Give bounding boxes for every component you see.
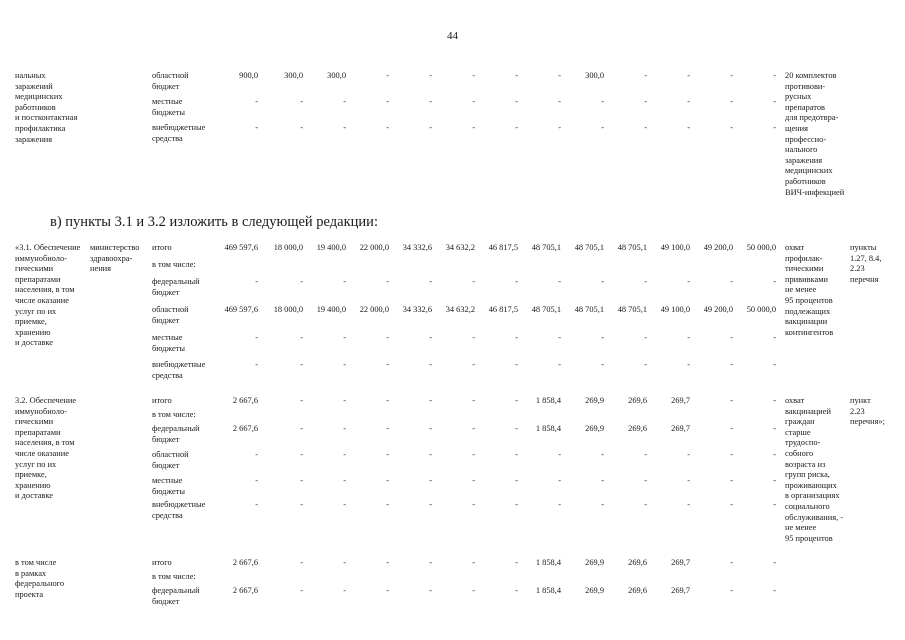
year-value: - bbox=[730, 450, 733, 459]
year-value: - bbox=[300, 333, 303, 342]
year-value: 48 705,1 bbox=[574, 243, 604, 252]
year-value: - bbox=[687, 476, 690, 485]
year-value: - bbox=[644, 123, 647, 132]
year-value: - bbox=[343, 450, 346, 459]
indicator-link-line: перечня»; bbox=[850, 417, 885, 427]
year-value: - bbox=[730, 277, 733, 286]
year-value: - bbox=[730, 500, 733, 509]
year-value: - bbox=[558, 360, 561, 369]
year-value: 269,7 bbox=[671, 424, 690, 433]
total-value: 2 667,6 bbox=[232, 558, 258, 567]
year-value: 49 200,0 bbox=[703, 305, 733, 314]
year-value: 22 000,0 bbox=[359, 243, 389, 252]
year-value: - bbox=[730, 360, 733, 369]
year-value: - bbox=[644, 450, 647, 459]
funding-source-label: итого bbox=[152, 558, 172, 567]
year-value: - bbox=[773, 450, 776, 459]
result-indicator-line: обслуживания, - bbox=[785, 512, 844, 522]
year-value: 19 400,0 bbox=[316, 305, 346, 314]
year-value: - bbox=[343, 123, 346, 132]
funding-source-label: итого bbox=[152, 243, 172, 252]
year-value: 48 705,1 bbox=[617, 305, 647, 314]
responsible-executor-line: здравоохра- bbox=[90, 253, 133, 263]
year-value: 269,7 bbox=[671, 558, 690, 567]
responsible-executor-line: нения bbox=[90, 264, 112, 274]
activity-name-line: заражения bbox=[15, 134, 53, 144]
year-value: - bbox=[773, 476, 776, 485]
activity-name-line: 3.2. Обеспечение bbox=[15, 396, 77, 405]
year-value: - bbox=[601, 476, 604, 485]
funding-source-label: в том числе: bbox=[152, 260, 196, 269]
year-value: - bbox=[773, 360, 776, 369]
year-value: - bbox=[687, 500, 690, 509]
year-value: 1 858,4 bbox=[535, 558, 561, 567]
total-value: 2 667,6 bbox=[232, 586, 258, 595]
activity-name-line: приемке, bbox=[15, 470, 47, 480]
year-value: 269,7 bbox=[671, 396, 690, 405]
result-indicator-line: медицинских bbox=[785, 166, 833, 176]
result-indicator-line: 95 процентов bbox=[785, 296, 833, 305]
activity-name-line: в том числе bbox=[15, 558, 57, 567]
activity-name-line: услуг по их bbox=[15, 306, 57, 316]
year-value: 46 817,5 bbox=[488, 305, 518, 314]
year-value: 300,0 bbox=[327, 71, 346, 80]
activity-name-line: иммунобиоло- bbox=[15, 406, 67, 416]
year-value: - bbox=[386, 396, 389, 405]
year-value: - bbox=[472, 123, 475, 132]
result-indicator-line: старше bbox=[785, 427, 811, 437]
year-value: 269,9 bbox=[585, 558, 604, 567]
year-value: - bbox=[773, 586, 776, 595]
activity-name-line: федерального bbox=[15, 579, 65, 589]
funding-source-label: областной бюджет bbox=[152, 450, 189, 470]
responsible-executor-line: министерство bbox=[90, 243, 140, 252]
funding-source-label: местные бюджеты bbox=[152, 97, 186, 117]
year-value: - bbox=[515, 123, 518, 132]
year-value: - bbox=[773, 123, 776, 132]
result-indicator-line: для предотвра- bbox=[785, 113, 839, 123]
year-value: 18 000,0 bbox=[273, 243, 303, 252]
year-value: - bbox=[515, 424, 518, 433]
year-value: - bbox=[687, 97, 690, 106]
year-value: - bbox=[300, 586, 303, 595]
total-value: 900,0 bbox=[239, 71, 258, 80]
activity-name-line: населения, в том bbox=[15, 438, 75, 448]
year-value: - bbox=[515, 396, 518, 405]
year-value: 22 000,0 bbox=[359, 305, 389, 314]
result-indicator-line: профессио- bbox=[785, 134, 827, 144]
year-value: 46 817,5 bbox=[488, 243, 518, 252]
funding-source-label: внебюджетные средства bbox=[152, 500, 206, 520]
year-value: - bbox=[515, 558, 518, 567]
page-number: 44 bbox=[447, 30, 458, 42]
year-value: - bbox=[429, 97, 432, 106]
year-value: - bbox=[472, 71, 475, 80]
year-value: 18 000,0 bbox=[273, 305, 303, 314]
result-indicator-line: не менее bbox=[785, 285, 817, 295]
result-indicator-line: нального bbox=[785, 145, 818, 155]
year-value: - bbox=[300, 558, 303, 567]
year-value: - bbox=[472, 500, 475, 509]
year-value: - bbox=[515, 450, 518, 459]
activity-name-line: гическими bbox=[15, 264, 54, 274]
year-value: - bbox=[730, 586, 733, 595]
funding-source-label: местные бюджеты bbox=[152, 476, 186, 496]
year-value: - bbox=[515, 476, 518, 485]
year-value: - bbox=[773, 71, 776, 80]
year-value: - bbox=[558, 450, 561, 459]
result-indicator-line: тическими bbox=[785, 264, 824, 274]
year-value: - bbox=[429, 586, 432, 595]
funding-source-label: итого bbox=[152, 396, 172, 405]
result-indicator-line: прививками bbox=[785, 274, 828, 284]
funding-source-label: федеральный бюджет bbox=[152, 586, 200, 606]
year-value: - bbox=[558, 71, 561, 80]
year-value: - bbox=[472, 360, 475, 369]
year-value: - bbox=[300, 424, 303, 433]
year-value: - bbox=[343, 277, 346, 286]
result-indicator-line: работников bbox=[785, 177, 826, 186]
year-value: - bbox=[429, 396, 432, 405]
year-value: - bbox=[300, 500, 303, 509]
total-value: - bbox=[255, 450, 258, 459]
year-value: - bbox=[644, 71, 647, 80]
year-value: - bbox=[472, 476, 475, 485]
result-indicator-line: профилак- bbox=[785, 253, 823, 263]
year-value: 269,9 bbox=[585, 424, 604, 433]
total-value: - bbox=[255, 123, 258, 132]
year-value: - bbox=[343, 360, 346, 369]
total-value: 469 597,6 bbox=[224, 243, 258, 252]
year-value: - bbox=[343, 586, 346, 595]
activity-name-line: проекта bbox=[15, 589, 44, 599]
indicator-link-line: пункты bbox=[850, 243, 877, 252]
result-indicator-line: охват bbox=[785, 396, 805, 405]
year-value: - bbox=[601, 97, 604, 106]
total-value: - bbox=[255, 500, 258, 509]
activity-name-line: и постконтактная bbox=[15, 113, 78, 123]
year-value: - bbox=[730, 97, 733, 106]
year-value: - bbox=[730, 396, 733, 405]
year-value: - bbox=[558, 123, 561, 132]
year-value: - bbox=[386, 476, 389, 485]
year-value: - bbox=[386, 500, 389, 509]
year-value: - bbox=[644, 97, 647, 106]
year-value: - bbox=[687, 277, 690, 286]
total-value: 2 667,6 bbox=[232, 396, 258, 405]
result-indicator-line: контингентов bbox=[785, 327, 834, 337]
year-value: - bbox=[386, 277, 389, 286]
year-value: - bbox=[386, 97, 389, 106]
year-value: - bbox=[429, 450, 432, 459]
year-value: - bbox=[343, 476, 346, 485]
year-value: 48 705,1 bbox=[574, 305, 604, 314]
funding-source-label: местные бюджеты bbox=[152, 333, 186, 353]
result-indicator-line: возраста из bbox=[785, 459, 826, 469]
year-value: - bbox=[472, 277, 475, 286]
year-value: - bbox=[730, 558, 733, 567]
year-value: - bbox=[472, 586, 475, 595]
result-indicator-line: граждан bbox=[785, 417, 815, 427]
year-value: - bbox=[343, 333, 346, 342]
year-value: - bbox=[730, 123, 733, 132]
result-indicator-line: трудоспо- bbox=[785, 438, 821, 448]
total-value: - bbox=[255, 97, 258, 106]
year-value: - bbox=[644, 500, 647, 509]
year-value: - bbox=[773, 500, 776, 509]
indicator-link-line: пункт bbox=[850, 396, 871, 405]
year-value: - bbox=[558, 333, 561, 342]
year-value: - bbox=[343, 396, 346, 405]
year-value: 269,6 bbox=[628, 558, 647, 567]
amendment-heading: в) пункты 3.1 и 3.2 изложить в следующей редакции: bbox=[50, 214, 378, 230]
total-value: - bbox=[255, 360, 258, 369]
year-value: - bbox=[386, 360, 389, 369]
year-value: 269,9 bbox=[585, 586, 604, 595]
total-value: - bbox=[255, 277, 258, 286]
year-value: - bbox=[558, 476, 561, 485]
total-value: - bbox=[255, 333, 258, 342]
year-value: 1 858,4 bbox=[535, 586, 561, 595]
year-value: - bbox=[429, 558, 432, 567]
year-value: 269,6 bbox=[628, 424, 647, 433]
year-value: - bbox=[601, 500, 604, 509]
year-value: - bbox=[773, 424, 776, 433]
year-value: - bbox=[472, 558, 475, 567]
year-value: - bbox=[773, 97, 776, 106]
year-value: - bbox=[515, 333, 518, 342]
year-value: - bbox=[515, 500, 518, 509]
year-value: - bbox=[644, 333, 647, 342]
year-value: 269,6 bbox=[628, 586, 647, 595]
year-value: 49 200,0 bbox=[703, 243, 733, 252]
year-value: 34 332,6 bbox=[402, 243, 432, 252]
year-value: - bbox=[472, 333, 475, 342]
year-value: - bbox=[601, 333, 604, 342]
result-indicator-line: щения bbox=[785, 124, 808, 133]
activity-name-line: населения, в том bbox=[15, 285, 75, 295]
year-value: 1 858,4 bbox=[535, 424, 561, 433]
result-indicator-line: собного bbox=[785, 449, 814, 458]
year-value: - bbox=[601, 277, 604, 286]
result-indicator-line: противови- bbox=[785, 81, 826, 91]
activity-name-line: препаратами bbox=[15, 274, 61, 284]
year-value: - bbox=[386, 586, 389, 595]
year-value: 34 332,6 bbox=[402, 305, 432, 314]
activity-name-line: числе оказание bbox=[15, 449, 69, 458]
indicator-link-line: 2.23 bbox=[850, 406, 865, 416]
year-value: - bbox=[386, 333, 389, 342]
year-value: 269,9 bbox=[585, 396, 604, 405]
year-value: - bbox=[558, 277, 561, 286]
year-value: - bbox=[300, 277, 303, 286]
year-value: - bbox=[472, 97, 475, 106]
year-value: - bbox=[472, 450, 475, 459]
activity-name-line: работников bbox=[15, 102, 56, 112]
year-value: - bbox=[558, 97, 561, 106]
year-value: - bbox=[515, 97, 518, 106]
year-value: - bbox=[300, 97, 303, 106]
year-value: - bbox=[515, 71, 518, 80]
year-value: - bbox=[730, 476, 733, 485]
result-indicator-line: не менее bbox=[785, 523, 817, 533]
year-value: - bbox=[644, 360, 647, 369]
year-value: - bbox=[429, 360, 432, 369]
total-value: - bbox=[255, 476, 258, 485]
result-indicator-line: 20 комплектов bbox=[785, 71, 837, 80]
year-value: - bbox=[687, 360, 690, 369]
activity-name-line: числе оказание bbox=[15, 296, 69, 305]
activity-name-line: хранению bbox=[15, 480, 51, 490]
year-value: - bbox=[773, 558, 776, 567]
year-value: - bbox=[300, 450, 303, 459]
result-indicator-line: русных bbox=[785, 92, 812, 102]
year-value: - bbox=[429, 123, 432, 132]
total-value: 469 597,6 bbox=[224, 305, 258, 314]
year-value: - bbox=[300, 123, 303, 132]
year-value: - bbox=[300, 396, 303, 405]
year-value: - bbox=[300, 476, 303, 485]
result-indicator-line: проживающих bbox=[785, 480, 837, 490]
year-value: - bbox=[773, 333, 776, 342]
year-value: 269,7 bbox=[671, 586, 690, 595]
activity-name-line: медицинских bbox=[15, 92, 63, 102]
activity-name-line: хранению bbox=[15, 327, 51, 337]
year-value: - bbox=[601, 450, 604, 459]
result-indicator-line: подлежащих bbox=[785, 306, 831, 316]
year-value: - bbox=[429, 500, 432, 509]
year-value: - bbox=[687, 71, 690, 80]
activity-name-line: приемке, bbox=[15, 317, 47, 327]
year-value: - bbox=[343, 500, 346, 509]
result-indicator-line: групп риска, bbox=[785, 470, 830, 480]
activity-name-line: и доставке bbox=[15, 338, 53, 348]
total-value: 2 667,6 bbox=[232, 424, 258, 433]
year-value: - bbox=[429, 71, 432, 80]
indicator-link-line: перечня bbox=[850, 274, 879, 284]
year-value: - bbox=[515, 277, 518, 286]
year-value: - bbox=[773, 277, 776, 286]
year-value: 48 705,1 bbox=[531, 305, 561, 314]
year-value: 300,0 bbox=[284, 71, 303, 80]
year-value: - bbox=[730, 424, 733, 433]
funding-source-label: федеральный бюджет bbox=[152, 424, 200, 444]
year-value: 50 000,0 bbox=[746, 243, 776, 252]
activity-name-line: иммунобиоло- bbox=[15, 253, 67, 263]
result-indicator-line: препаратов bbox=[785, 102, 825, 112]
year-value: - bbox=[343, 424, 346, 433]
result-indicator-line: заражения bbox=[785, 155, 823, 165]
result-indicator-line: охват bbox=[785, 243, 805, 252]
year-value: - bbox=[515, 586, 518, 595]
indicator-link-line: 2.23 bbox=[850, 264, 865, 274]
year-value: - bbox=[472, 424, 475, 433]
funding-source-label: в том числе: bbox=[152, 572, 196, 581]
year-value: 49 100,0 bbox=[660, 243, 690, 252]
indicator-link-line: 1.27, 8.4, bbox=[850, 253, 882, 263]
year-value: - bbox=[343, 97, 346, 106]
year-value: - bbox=[644, 476, 647, 485]
year-value: - bbox=[300, 360, 303, 369]
year-value: 48 705,1 bbox=[531, 243, 561, 252]
year-value: 300,0 bbox=[585, 71, 604, 80]
year-value: - bbox=[730, 71, 733, 80]
year-value: 34 632,2 bbox=[445, 243, 475, 252]
funding-source-label: областной бюджет bbox=[152, 305, 189, 325]
activity-name-line: заражений bbox=[15, 81, 53, 91]
year-value: - bbox=[558, 500, 561, 509]
year-value: - bbox=[386, 558, 389, 567]
activity-name-line: и доставке bbox=[15, 491, 53, 501]
year-value: - bbox=[730, 333, 733, 342]
year-value: 19 400,0 bbox=[316, 243, 346, 252]
year-value: - bbox=[429, 424, 432, 433]
year-value: - bbox=[386, 71, 389, 80]
year-value: - bbox=[601, 123, 604, 132]
activity-name-line: гическими bbox=[15, 417, 54, 427]
year-value: 1 858,4 bbox=[535, 396, 561, 405]
year-value: - bbox=[429, 476, 432, 485]
year-value: 34 632,2 bbox=[445, 305, 475, 314]
result-indicator-line: в организациях bbox=[785, 491, 840, 501]
activity-name-line: в рамках bbox=[15, 568, 47, 578]
year-value: - bbox=[687, 123, 690, 132]
funding-source-label: в том числе: bbox=[152, 410, 196, 419]
year-value: - bbox=[386, 424, 389, 433]
year-value: - bbox=[687, 333, 690, 342]
year-value: - bbox=[386, 450, 389, 459]
result-indicator-line: социального bbox=[785, 502, 830, 511]
year-value: - bbox=[773, 396, 776, 405]
year-value: 49 100,0 bbox=[660, 305, 690, 314]
funding-source-label: внебюджетные средства bbox=[152, 123, 206, 143]
activity-name-line: препаратами bbox=[15, 427, 61, 437]
activity-name-line: профилактика bbox=[15, 124, 66, 133]
activity-name-line: услуг по их bbox=[15, 459, 57, 469]
year-value: - bbox=[343, 558, 346, 567]
year-value: - bbox=[429, 333, 432, 342]
year-value: - bbox=[386, 123, 389, 132]
result-indicator-line: вакцинацией bbox=[785, 406, 831, 416]
activity-name-line: нальных bbox=[15, 71, 46, 80]
year-value: - bbox=[515, 360, 518, 369]
year-value: 269,6 bbox=[628, 396, 647, 405]
year-value: - bbox=[472, 396, 475, 405]
year-value: - bbox=[687, 450, 690, 459]
funding-source-label: внебюджетные средства bbox=[152, 360, 206, 380]
funding-source-label: областной бюджет bbox=[152, 71, 189, 91]
year-value: 48 705,1 bbox=[617, 243, 647, 252]
year-value: 50 000,0 bbox=[746, 305, 776, 314]
result-indicator-line: вакцинации bbox=[785, 317, 828, 327]
funding-source-label: федеральный бюджет bbox=[152, 277, 200, 297]
result-indicator-line: ВИЧ-инфекцией bbox=[785, 187, 845, 197]
year-value: - bbox=[644, 277, 647, 286]
year-value: - bbox=[429, 277, 432, 286]
activity-name-line: «3.1. Обеспечение bbox=[15, 243, 81, 252]
result-indicator-line: 95 процентов bbox=[785, 533, 833, 543]
year-value: - bbox=[601, 360, 604, 369]
